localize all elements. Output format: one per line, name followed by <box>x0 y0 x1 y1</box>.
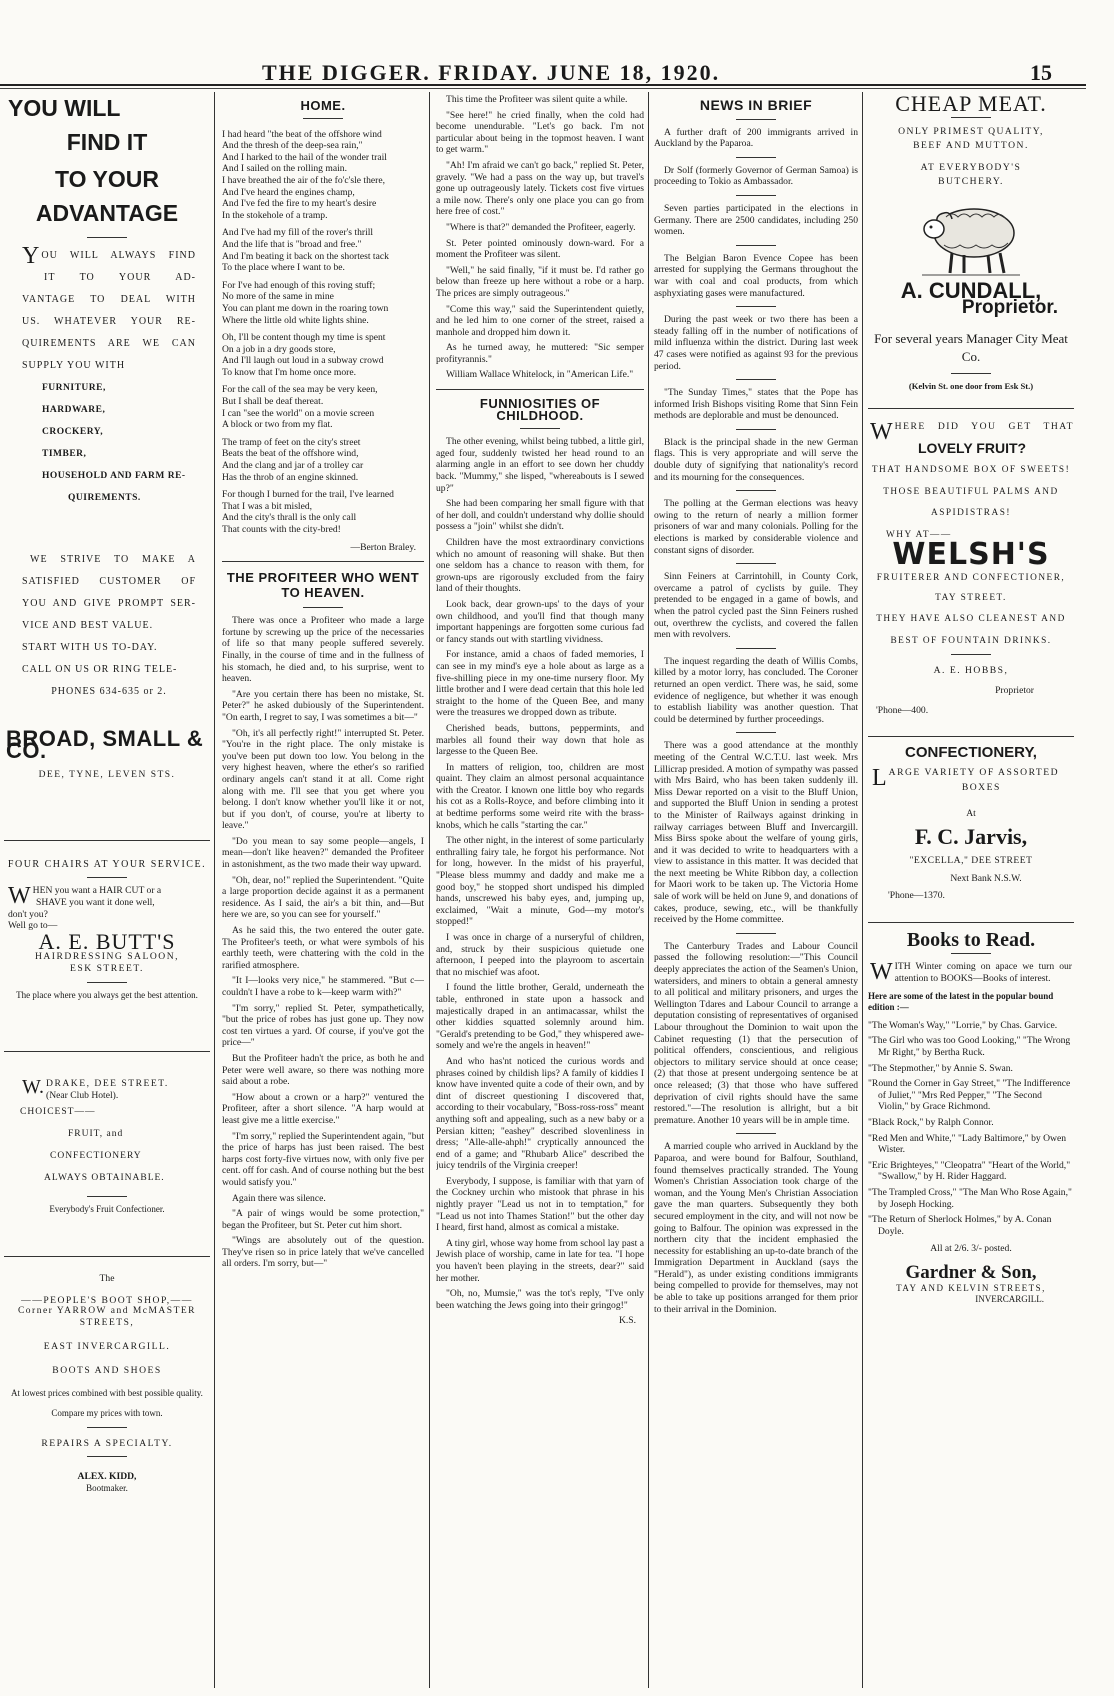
paragraph: I was once in charge of a nurseryful of children, and, struck by their suspicious quietude one afternoon, I peeped into the playroom to ascertain that no mischief was afoot. <box>436 932 644 978</box>
barber-line: don't you? <box>8 908 48 920</box>
news-items <box>654 127 858 1316</box>
paragraph: "Wings are absolutely out of the question. They've risen so in price lately that we've cancelled all orders. I'm sorry, but—" <box>222 1235 424 1270</box>
poem-line: For the call of the sea may be very keen, <box>222 384 378 396</box>
paragraph: "It I—looks very nice," he stammered. "But c—couldn't I have a robe to k—keep warm with?" <box>222 975 424 998</box>
ad-firm-name: BROAD, SMALL & CO. <box>6 726 204 763</box>
page-number: 15 <box>1030 60 1052 85</box>
boot-prices: At lowest prices combined with best possible quality. <box>11 1388 203 1399</box>
ad-promise-line: START WITH US TO-DAY. <box>22 642 158 653</box>
poem-line: And the clang and jar of a trolley car <box>222 460 364 472</box>
poem-line: And the city's thrall is the only call <box>222 512 357 524</box>
drake-item: CONFECTIONERY <box>50 1151 142 1162</box>
ad-body-line: US. WHATEVER YOUR RE- <box>22 316 196 327</box>
ad-body <box>4 245 210 377</box>
news-item: A further draft of 200 immigrants arrived in Auckland by the Paparoa. <box>654 126 858 150</box>
conf-bank: Next Bank N.S.W. <box>950 872 1022 884</box>
poem-line: In the stokehole of a tramp. <box>222 209 328 221</box>
barber-head: FOUR CHAIRS AT YOUR SERVICE. <box>7 858 207 870</box>
fruit-line: WHY AT—— <box>886 529 952 540</box>
conf-body <box>868 764 1074 794</box>
paragraph: St. Peter pointed ominously down-ward. For a moment the Profiteer was silent. <box>436 237 644 261</box>
meat-owner: A. CUNDALL, <box>900 277 1042 303</box>
poem-line: The tramp of feet on the city's street <box>222 436 361 448</box>
dropcap: L <box>872 764 887 791</box>
list-item: QUIREMENTS. <box>68 493 141 503</box>
news-separator <box>736 379 776 380</box>
ad-promise <box>4 549 210 703</box>
sheep-illustration-icon <box>916 195 1026 277</box>
boot-repairs: REPAIRS A SPECIALTY. <box>41 1437 173 1449</box>
article-profiteer-continued <box>436 94 644 381</box>
ad-promise-line: PHONES 634-635 or 2. <box>51 686 167 697</box>
poem-line: And I'm beating it back on the shortest tack <box>222 250 389 262</box>
poem-stanza <box>222 384 424 430</box>
news-separator <box>736 563 776 564</box>
fruit-line: THOSE BEAUTIFUL PALMS AND <box>883 486 1059 497</box>
news-item: During the past week or two there has been a steady falling off in the number of notifications of mild influenza within the district. During last week 47 cases were notified as against 93 for the previous period. <box>654 314 858 372</box>
poem-line: Oh, I'll be content though my time is spent <box>222 332 386 344</box>
fruit-line: ASPIDISTRAS! <box>931 508 1011 519</box>
poem-line: That I was a bit misled, <box>222 500 313 512</box>
news-separator <box>736 429 776 430</box>
books-intro-wrap <box>868 961 1074 984</box>
news-separator <box>736 933 776 934</box>
ad-promise-line: SATISFIED CUSTOMER OF <box>22 576 196 587</box>
poem-line: You can plant me down in the roaring town <box>222 302 389 314</box>
ad-promise-line: CALL ON US OR RING TELE- <box>22 664 178 675</box>
dropcap: W <box>870 419 893 446</box>
paragraph: This time the Profiteer was silent quite a while. <box>446 94 628 105</box>
ad-body-line: QUIREMENTS ARE WE CAN <box>22 338 196 349</box>
books-latest: Here are some of the latest in the popular bound edition :— <box>868 990 1054 1013</box>
poem-home <box>222 129 424 536</box>
poem-stanza <box>222 332 424 378</box>
conf-line: ARGE VARIETY OF ASSORTED <box>888 766 1060 778</box>
boot-owner: ALEX. KIDD, <box>77 1471 137 1483</box>
poem-line: To the place where I want to be. <box>222 262 345 274</box>
paragraph: She had been comparing her small figure with that of her doll, and couldn't understand why dollie should possess a "join" whilst she didn't. <box>436 498 644 533</box>
fruit-line: THAT HANDSOME BOX OF SWEETS! <box>871 464 1071 475</box>
news-item: A married couple who arrived in Auckland by the Paparoa, and were bound for Balfour, Southland, found themselves practically stranded. The Young Women's Christian Association took charge of the woman, and the Young Men's Christian Association gave the man quarters. Subsequently they both secured employment in the city, and will not now be going to Balfour. The opinion was expressed in the northern city that the incident emphasied the necessity for establishing an up-to-date branch of the Immigration Department in Auckland (says the "Herald"), as under existing conditions immigrants being compelled to provide for themselves, may not be able to take up positions arranged for them prior to their arrival in the Dominion. <box>654 1141 858 1315</box>
book-entry: "Black Rock," by Ralph Connor. <box>868 1116 994 1128</box>
paragraph: "Are you certain there has been no mistake, St. Peter?" he asked dubiously of the Superintendent. "On earth, I regret to say, I was sometimes a bit—" <box>222 688 424 723</box>
book-entry: "The Stepmother," by Annie S. Swan. <box>868 1062 1013 1074</box>
news-item: "The Sunday Times," states that the Pope has informed Irish Bishops visiting Rome that Sinn Fein methods are deplorable and must be denounced. <box>654 387 858 422</box>
news-title: NEWS IN BRIEF <box>699 97 813 113</box>
book-entry: "Round the Corner in Gay Street," "The Indifference of Juliet," "Mrs Red Pepper," "The Second Violin," by Grace Richmond. <box>868 1078 1071 1113</box>
fruit-proprietor: Proprietor <box>995 684 1034 696</box>
meat-line: BEEF AND MUTTON. <box>913 139 1029 151</box>
poem-line: To know that I'm home once more. <box>222 366 357 378</box>
drake-name: DRAKE, DEE STREET. <box>46 1078 169 1090</box>
meat-line: BUTCHERY. <box>938 175 1004 187</box>
column-1-advertisements <box>4 94 210 1688</box>
news-separator <box>736 490 776 491</box>
news-separator <box>736 157 776 158</box>
column-5-advertisements <box>868 94 1074 1688</box>
ad-promise-line: VICE AND BEST VALUE. <box>22 620 154 631</box>
ad-promise-line: WE STRIVE TO MAKE A <box>30 554 196 565</box>
paragraph: "Do you mean to say some people—angels, I mean—don't like heaven?" demanded the Profiteer in astonishment, as the two made their way upward. <box>222 835 424 871</box>
dropcap: W <box>870 959 893 986</box>
poem-line: I can "see the world" on a movie screen <box>222 407 375 419</box>
poem-line: And I'll laugh out loud in a subway crowd <box>222 355 384 367</box>
masthead-rule <box>0 84 1086 86</box>
paragraph: For instance, amid a chaos of faded memories, I can see in my mind's eye a hole about as large as a five-shilling piece in my one-time nursery floor. My little brother and I were dead certain that this hole led straight to the home of the Queen Bee, and many were the treasures we dropped down as tribute. <box>436 649 644 719</box>
poem-author: —Berton Braley. <box>350 541 416 553</box>
ad-body-line: SUPPLY YOU WITH <box>22 360 126 371</box>
article-profiteer-body <box>222 615 424 1270</box>
paragraph: "Come this way," said the Superintendent quietly, and he led him to one corner of the street, raised a manhole and dropped him down it. <box>436 303 644 338</box>
paragraph: But the Profiteer hadn't the price, as both he and Peter were well aware, so there was nothing more said about a robe. <box>222 1052 424 1088</box>
drake-item: FRUIT, and <box>68 1129 124 1140</box>
barber-salon: HAIRDRESSING SALOON, <box>34 951 180 963</box>
column-divider <box>429 92 430 1688</box>
paragraph: In matters of religion, too, children are most quaint. They claim an almost personal acquaintance with the Creator. I known one little boy who regards his cot as a Rolls-Royce, and before climbing into it at bedtime performs some weird rite with the brass-knobs, which he calls "starting the car." <box>436 761 644 831</box>
poem-line: Beats the beat of the offshore wind, <box>222 448 359 460</box>
paragraph: William Wallace Whitelock, in "American Life." <box>446 369 634 381</box>
conf-name: F. C. Jarvis, <box>914 824 1028 850</box>
book-entry: "The Trampled Cross," "The Man Who Rose Again," by Joseph Hocking. <box>868 1186 1072 1210</box>
ad-headline: TO YOUR ADVANTAGE <box>35 166 179 226</box>
boot-town: EAST INVERCARGILL. <box>43 1341 171 1353</box>
poem-line: A block or two from my flat. <box>222 419 333 431</box>
barber-body <box>4 885 210 931</box>
poem-line: And I've heard the engines champ, <box>222 186 355 198</box>
news-item: The inquest regarding the death of Willis Combs, killed by a motor lorry, has concluded. The Coroner returned an open verdict. There was, he said, some evidence of negligence, but whether it was enough to establish liability was another question. That could be determined by further proceedings. <box>654 655 858 725</box>
book-entry: "The Girl who was too Good Looking," "The Wrong Mr Right," by Bertha Ruck. <box>868 1035 1071 1058</box>
fruit-owner: A. E. HOBBS, <box>933 665 1009 677</box>
paragraph: "Oh, no, Mumsie," was the tot's reply, "I've only been watching the Jews going into their gringog!" <box>436 1288 644 1311</box>
paragraph: A tiny girl, whose way home from school lay past a Jewish place of worship, came in late for tea. "I hope you haven't been playing in the streets, dear?" said her mother. <box>436 1237 644 1284</box>
list-item: CROCKERY, <box>42 427 104 437</box>
poem-stanza <box>222 129 424 222</box>
poem-line: For I've had enough of this roving stuff; <box>222 279 376 291</box>
boot-goods: BOOTS AND SHOES <box>52 1364 162 1376</box>
paragraph: Children have the most extraordinary convictions which no amount of reasoning will shake. But then one seldom has a chance to reason with them, for grown-ups are rigorously excluded from the fairy land of their thoughts. <box>436 537 644 595</box>
book-entry: "The Return of Sherlock Holmes," by A. Conan Doyle. <box>868 1214 1052 1237</box>
boot-trade: Bootmaker. <box>86 1482 128 1493</box>
poem-line: And I sailed on the rolling main. <box>222 163 347 175</box>
poem-stanza <box>222 437 424 483</box>
poem-line: That counts with the city-bred! <box>222 524 341 535</box>
poem-stanza <box>222 489 424 535</box>
news-separator <box>736 1133 776 1134</box>
paragraph: "See here!" he cried finally, when the cold had become unendurable. "Let's go back. I'm not particular about being in the topmost heaven. I want to get warm." <box>436 109 644 156</box>
conf-phone: 'Phone—1370. <box>888 890 945 902</box>
paragraph: "How about a crown or a harp?" ventured the Profiteer, after a short silence. "A harp would at least give me a little exercise." <box>222 1091 424 1126</box>
news-item: Black is the principal shade in the new German flags. This is very appropriate and will serve the double duty of signifying that nationality's record and its mourning for the consequences. <box>654 436 858 483</box>
poem-line: And I've had my fill of the rover's thrill <box>222 227 374 239</box>
paragraph: "Oh, it's all perfectly right!" interrupted St. Peter. "You're in the right place. The only mistake is you've been put down too low. You belong in the very highest heaven, where the ether's so rarified ordinary angels can't stand it at all. Come right along with me. I'll see that you get where you belong. I don't know whether you'll like it or not, but if you don't, of course, you're at liberty to leave." <box>222 727 424 832</box>
conf-address: "EXCELLA," DEE STREET <box>909 855 1033 867</box>
dropcap: W. <box>22 1076 45 1099</box>
paragraph: Look back, dear grown-ups' to the days of your own childhood, and you'll find that though many important happenings are forgotten some curious fad or fancy stands out with startling vividness. <box>436 598 644 645</box>
paragraph: "I'm sorry," replied the Superintendent again, "but the price of harps has just been raised. The best harps cost forty-five virtues now, with only five per cent. off for cash. And of course nothing but the best would satisfy you." <box>222 1130 424 1188</box>
fruit-best: BEST OF FOUNTAIN DRINKS. <box>890 635 1052 646</box>
meat-former: For several years Manager City Meat Co. <box>874 330 1068 364</box>
list-item: FURNITURE, <box>42 383 106 393</box>
column-divider <box>862 92 863 1688</box>
poem-line: Has the throb of an engine skinned. <box>222 471 359 483</box>
poem-line: I had heard "the beat of the offshore wind <box>222 128 382 140</box>
drake-item: ALWAYS OBTAINABLE. <box>44 1173 165 1184</box>
paragraph: And who has'nt noticed the curious words and phrases coined by childish lips? A family of kiddies I know have invented quite a code of their own, and by dint of discreet questioning I discovered that, according to their vocabulary, "Boss-ross-ross" meant anything soft and appealing, such as a new baby or a Persian kitten; "eashey" described slovenliness in dress; "Alle-alle-ahph!" cryptically announced the end of a game; and "Rhubarb Alice" described the juicy tendrils of the Virginia creeper! <box>436 1055 644 1172</box>
news-separator <box>736 306 776 307</box>
poem-line: And I've fed the fire to my heart's desire <box>222 198 377 210</box>
books-address: TAY AND KELVIN STREETS, <box>896 1282 1046 1293</box>
article-signature: K.S. <box>618 1315 636 1327</box>
column-divider <box>648 92 649 1688</box>
list-item: HOUSEHOLD AND FARM RE- <box>42 471 186 481</box>
barber-name: A. E. BUTT'S <box>38 928 176 954</box>
conf-head: CONFECTIONERY, <box>905 744 1037 762</box>
news-item: There was a good attendance at the monthly meeting of the Central W.C.T.U. last week. Mrs Lillicrap presided. A motion of sympathy was passed with Mrs Baird, who has been taken suddenly ill. Miss Dewar reported on a visit to the Bluff Union, and supported the Bluff Union in sending a protest to the Minister of Railways against drinking in railway carriages between Bluff and Invercargill. Miss Birss spoke about the welfare of young girls, and it was decided to write to headquarters with a view to assistance in this matter. It was decided that the next meeting be White Ribbon day, a collection for Maori work to be taken up. The Victoria Home sale of work will be held on June 9, and donations of cakes, produce, sewing, etc., will be thankfully received by the Home committee. <box>654 740 858 926</box>
poem-line: And I harked to the hail of the wonder trail <box>222 151 387 163</box>
drake-hotel: (Near Club Hotel). <box>46 1089 119 1101</box>
barber-line: Well go to— <box>8 920 58 932</box>
fruit-phone: 'Phone—400. <box>876 704 929 716</box>
dropcap: W <box>8 883 31 910</box>
books-town: INVERCARGILL. <box>975 1294 1044 1305</box>
list-item: HARDWARE, <box>42 405 106 415</box>
news-item: The Belgian Baron Evence Copee has been arrested for supplying the Germans throughout the war with coal and coal products, from which asphyxiating gases were manufactured. <box>654 252 858 299</box>
poem-stanza <box>222 280 424 326</box>
paragraph: "Where is that?" demanded the Profiteer, eagerly. <box>446 221 636 233</box>
article-title-funniosities: FUNNIOSITIES OF CHILDHOOD. <box>479 396 601 423</box>
fruit-trade: FRUITERER AND CONFECTIONER, <box>876 572 1066 583</box>
paragraph: The other night, in the interest of some particularly enthralling fairy tale, he forgot his performance. Not for long, however. In the midst of his prayerful, "Please bless mummy and daddy and make me a good boy," he stopped short undisped his dimpled hands, unscrewed his baby eyes, and, jumping up, exclaimed, "Wait a minute, God—my motor's stopped!" <box>436 835 644 928</box>
poem-stanza <box>222 227 424 273</box>
books-list <box>868 1020 1074 1238</box>
column-divider <box>214 92 215 1688</box>
barber-street: ESK STREET. <box>70 962 144 974</box>
dropcap: Y <box>22 243 40 269</box>
poem-line: I have breathed the air of the fo'c'sle there, <box>222 174 386 186</box>
paragraph: "A pair of wings would be some protection," began the Profiteer, but St. Peter cut him short. <box>222 1208 424 1231</box>
drake-items <box>4 1101 210 1189</box>
paragraph: "Oh, dear, no!" replied the Superintendent. "Quite a large proportion decide against it as a permanent residence. As I said, the air's a bit thin, and—But here we are, so you can see for yourself." <box>222 874 424 921</box>
news-item: Sinn Feiners at Carrintohill, in County Cork, overcame a patrol of cyclists by guile. They pretended to be engaged in a game of bowls, and when the patrol cycled past the Sinn Feiners rushed out, overthrew the cyclists, and covered the fallen men with revolvers. <box>654 571 858 641</box>
poem-line: No more of the same in mine <box>222 291 334 303</box>
barber-line: SHAVE you want it done well, <box>36 896 155 908</box>
boot-corner: Corner YARROW and McMASTER STREETS, <box>17 1306 197 1328</box>
boot-shop: ——PEOPLE'S BOOT SHOP,—— <box>21 1294 193 1306</box>
meat-address: (Kelvin St. one door from Esk St.) <box>908 380 1034 391</box>
paragraph: The other evening, whilst being tubbed, a little girl, aged four, suddenly twisted her head round to an alarming angle in an effort to see down her chuddy back. "Mummy," she lisped, "whereabouts is I sewed up?" <box>436 436 644 494</box>
ad-body-line: OU WILL ALWAYS FIND <box>41 250 196 261</box>
books-firm: Gardner & Son, <box>905 1261 1037 1283</box>
masthead-title: THE DIGGER. FRIDAY. JUNE 18, 1920. <box>262 60 721 85</box>
paragraph: "Ah! I'm afraid we can't go back," replied St. Peter, gravely. "We had a pass on the way up, but travel's gone up outrageously lately. Tickets cost five virtues a mile now. There's only one place you can go from here free of cost." <box>436 159 644 218</box>
poem-line: But I shall be deaf thereat. <box>222 396 324 408</box>
poem-line: For though I burned for the trail, I've learned <box>222 489 394 501</box>
ad-body-line: IT TO YOUR AD- <box>44 272 196 283</box>
poem-line: And the thresh of the deep-sea rain," <box>222 140 363 152</box>
paragraph: There was once a Profiteer who made a large fortune by screwing up the price of the necessaries of life so that many people suffered severely. Finally, in the course of time and in the fullness of his stomach, he died and, to his surprise, went to heaven. <box>222 615 424 685</box>
article-funniosities-body <box>436 436 644 1311</box>
poem-line: And the life that is "broad and free." <box>222 238 362 250</box>
paragraph: "Well," he said finally, "if it must be. I'd rather go below than freeze up here without a robe or a harp. The prices are simply outrageous." <box>436 264 644 299</box>
drake-head <box>4 1078 210 1101</box>
fruit-line: HERE DID YOU GET THAT <box>894 421 1074 433</box>
paragraph: As he said this, the two entered the outer gate. The Profiteer's teeth, or what were symbols of his earthly teeth, were chattering with the cold in the rarified atmosphere. <box>222 925 424 971</box>
fruit-shop: WELSH'S <box>892 537 1050 573</box>
boot-compare: Compare my prices with town. <box>51 1408 163 1419</box>
meat-title: Proprietor. <box>961 297 1058 319</box>
poem-line: On a job in a dry goods store, <box>222 343 336 355</box>
ad-headline: FIND IT <box>66 129 148 155</box>
boot-the: The <box>99 1272 115 1284</box>
barber-line: HEN you want a HAIR CUT or a <box>32 885 162 897</box>
paragraph: Again there was silence. <box>232 1192 326 1204</box>
column-4-news <box>654 94 858 1688</box>
news-item: The Canterbury Trades and Labour Council passed the following resolution:—"This Council deeply appreciates the action of the Seamen's Union, watersiders, and miners to obtain a general amnesty to all political and military prisoners, and urges the Wellington Tdares and Labour Council to arrange a deputation consisting of representatives of organised Labour throughout the Dominion to wait upon the Cabinet requesting (1) that the persecution of political offenders, conscientious, and religious objectors to military service should at once cease; (2) that those at present undergoing sentence be at once released; (3) that those who have suffered deprivation of civil rights should have the same restored."—The resolution is allright, but a bit premature. Another 10 years will be in ample time. <box>654 940 858 1126</box>
ad-body-line: VANTAGE TO DEAL WITH <box>22 294 196 305</box>
book-entry: "Red Men and White," "Lady Baltimore," by Owen Wister. <box>868 1132 1066 1156</box>
news-separator <box>736 648 776 649</box>
news-item: Dr Solf (formerly Governor of German Samoa) is proceeding to Tokio as Ambassador. <box>654 164 858 188</box>
fruit-head <box>868 421 1074 455</box>
paragraph: I found the little brother, Gerald, underneath the table, enthroned in state upon a hassock and majestically draped in an antimacassar, whilst the other kiddies squatted solemnly around him. "Gerald's pretending to be God," they whispered awe-somely and we're the angels in heaven!" <box>436 982 644 1052</box>
ad-promise-line: YOU AND GIVE PROMPT SER- <box>22 598 196 609</box>
book-entry: "Eric Brighteyes," "Cleopatra" "Heart of the World," "Swallow," by H. Rider Haggard. <box>868 1159 1071 1183</box>
ad-headline: YOU WILL <box>8 95 121 121</box>
books-head: Books to Read. <box>906 928 1036 951</box>
drake-tagline: Everybody's Fruit Confectioner. <box>49 1204 165 1215</box>
news-separator <box>736 195 776 196</box>
paragraph: Cherished beads, buttons, peppermints, and marbles all found their way down that hole as largesse to the Queen Bee. <box>436 722 644 758</box>
paragraph: "I'm sorry," replied St. Peter, sympathetically, "but the price of robes has just gone up. They now cost ten virtues a yard. Of course, if you've got the price—" <box>222 1002 424 1049</box>
news-item: Seven parties participated in the elections in Germany. There are 2500 candidates, including 250 women. <box>654 202 858 238</box>
meat-head: CHEAP MEAT. <box>895 94 1047 116</box>
column-2-articles <box>222 94 424 1688</box>
column-3-articles <box>436 94 644 1688</box>
masthead-rule-thin <box>0 88 1086 89</box>
meat-line: AT EVERYBODY'S <box>920 161 1022 173</box>
news-item: The polling at the German elections was heavy owing to the return of nearly a million former prisoners of war and many colonials. Polling for the elections is marked by considerable violence and constant signs of disorder. <box>654 498 858 556</box>
fruit-street: TAY STREET. <box>935 592 1007 603</box>
books-intro: ITH Winter coming on apace we turn our attention to BOOKS—Books of interest. <box>894 961 1072 985</box>
book-entry: "The Woman's Way," "Lorrie," by Chas. Garvice. <box>868 1019 1058 1031</box>
fruit-also: THEY HAVE ALSO CLEANEST AND <box>876 614 1066 625</box>
article-title-home: HOME. <box>300 98 346 113</box>
meat-line: ONLY PRIMEST QUALITY, <box>898 125 1044 137</box>
barber-tagline: The place where you always get the best attention. <box>16 989 198 1000</box>
paragraph: Everybody, I suppose, is familiar with that yarn of the Cockney urchin who mistook that phrase in his nightly prayer "Lead us not in to temptation," for "Lead us not into Thames Station!" but the other day I heard, first hand, almost as comical a mistake. <box>436 1175 644 1234</box>
article-title-profiteer: THE PROFITEER WHO WENT TO HEAVEN. <box>226 570 420 601</box>
list-item: TIMBER, <box>42 449 87 459</box>
ad-firm-address: DEE, TYNE, LEVEN STS. <box>38 770 176 781</box>
ad-list <box>4 377 210 509</box>
news-separator <box>736 245 776 246</box>
fruit-line: LOVELY FRUIT? <box>917 440 1027 457</box>
conf-at: At <box>966 807 976 819</box>
poem-line: Where the little old white lights shine. <box>222 314 369 326</box>
drake-item: CHOICEST—— <box>20 1107 96 1118</box>
books-price: All at 2/6. 3/- posted. <box>930 1243 1012 1255</box>
paragraph: As he turned away, he muttered: "Sic semper profityrannis." <box>436 342 644 365</box>
news-separator <box>736 732 776 733</box>
conf-boxes: BOXES <box>961 782 1001 794</box>
